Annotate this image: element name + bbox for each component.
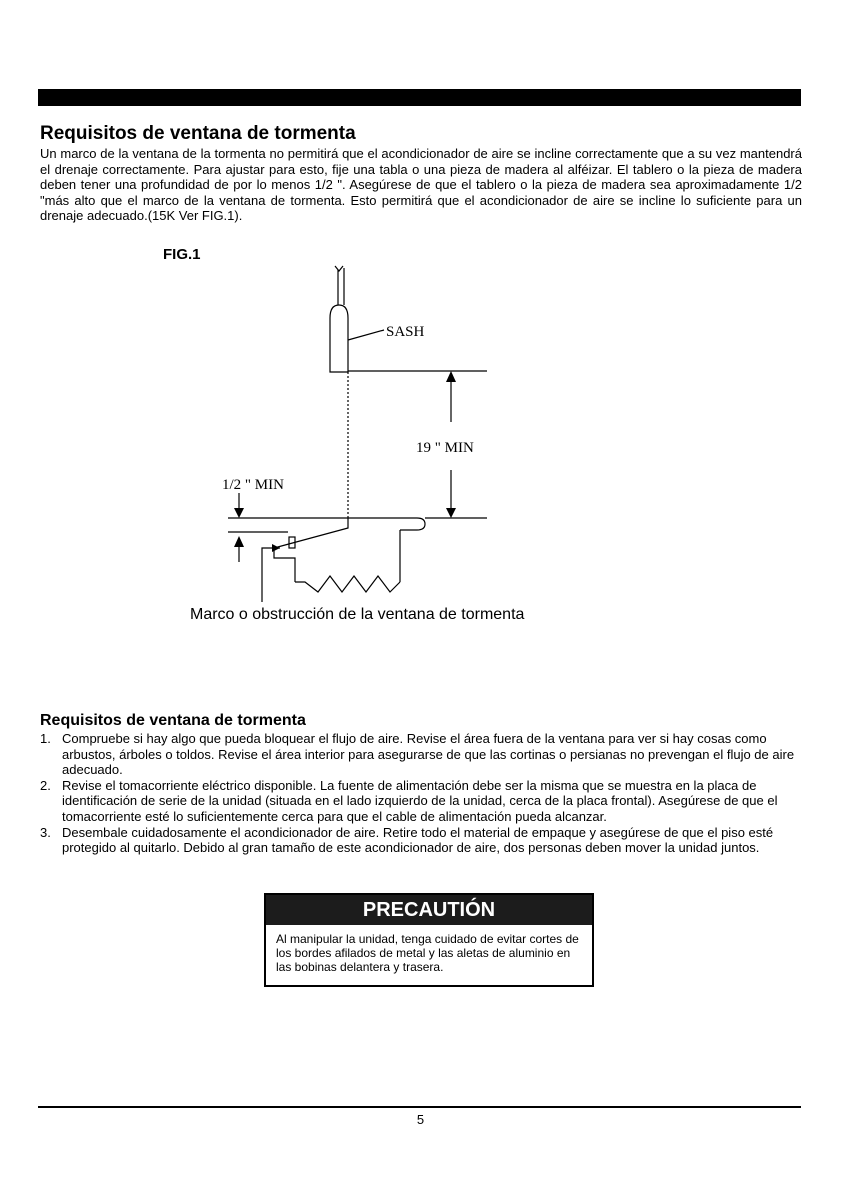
depth-dimension-label: 1/2 " MIN <box>222 477 284 493</box>
caution-text: Al manipular la unidad, tenga cuidado de evitar cortes de los bordes afilados de metal y las aletas de aluminio en las bobinas delantera y trasera. <box>276 932 579 974</box>
section-title-requirements: Requisitos de ventana de tormenta <box>40 712 306 729</box>
figure-caption: Marco o obstrucción de la ventana de tormenta <box>190 606 525 623</box>
requirements-list <box>40 731 802 856</box>
list-item <box>40 778 802 825</box>
list-item <box>40 731 802 778</box>
list-item <box>40 825 802 856</box>
height-dimension-label: 19 " MIN <box>416 440 474 456</box>
caution-box <box>264 893 594 987</box>
footer-rule <box>38 1106 801 1108</box>
storm-window-paragraph: Un marco de la ventana de la tormenta no permitirá que el acondicionador de aire se incline correctamente que a su vez mantendrá el drenaje correctamente. Para ajustar para esto, fije una tabla o una pieza de madera al alféizar. El tablero o la pieza de madera deben tener una profundidad de por lo menos 1/2 ". Asegúrese de que el tablero o la pieza de madera sea aproximadamente 1/2 "más alto que el marco de la ventana de tormenta. Esto permitirá que el acondicionador de aire se incline lo suficiente para un drenaje adecuado.(15K Ver FIG.1). <box>40 146 802 224</box>
sash-label: SASH <box>386 324 425 340</box>
caution-title: PRECAUTIÓN <box>266 895 592 925</box>
list-text: Desembale cuidadosamente el acondicionador de aire. Retire todo el material de empaque y asegúrese de que el piso esté protegido al quitarlo. Debido al gran tamaño de este acondicionador de aire, dos personas deben mover la unidad juntos. <box>62 824 774 856</box>
figure-label: FIG.1 <box>163 246 201 263</box>
list-number: 3. <box>40 824 51 840</box>
list-number: 2. <box>40 777 51 793</box>
section-title-storm-window: Requisitos de ventana de tormenta <box>40 123 356 144</box>
list-text: Compruebe si hay algo que pueda bloquear el flujo de aire. Revise el área fuera de la ventana para ver si hay cosas como arbustos, árboles o toldos. Revise el área interior para asegurarse de que las cortinas o persianas no prevengan el flujo de aire adecuado. <box>62 731 795 778</box>
page-number: 5 <box>416 1112 425 1127</box>
list-number: 1. <box>40 731 51 746</box>
list-text: Revise el tomacorriente eléctrico disponible. La fuente de alimentación debe ser la misma que se muestra en la placa de identificación de serie de la unidad (situada en el lado izquierdo de la unidad, cerca de la placa frontal). Asegúrese de que el tomacorriente esté lo suficientemente cerca para que el cable de alimentación pueda alcanzar. <box>62 777 778 824</box>
